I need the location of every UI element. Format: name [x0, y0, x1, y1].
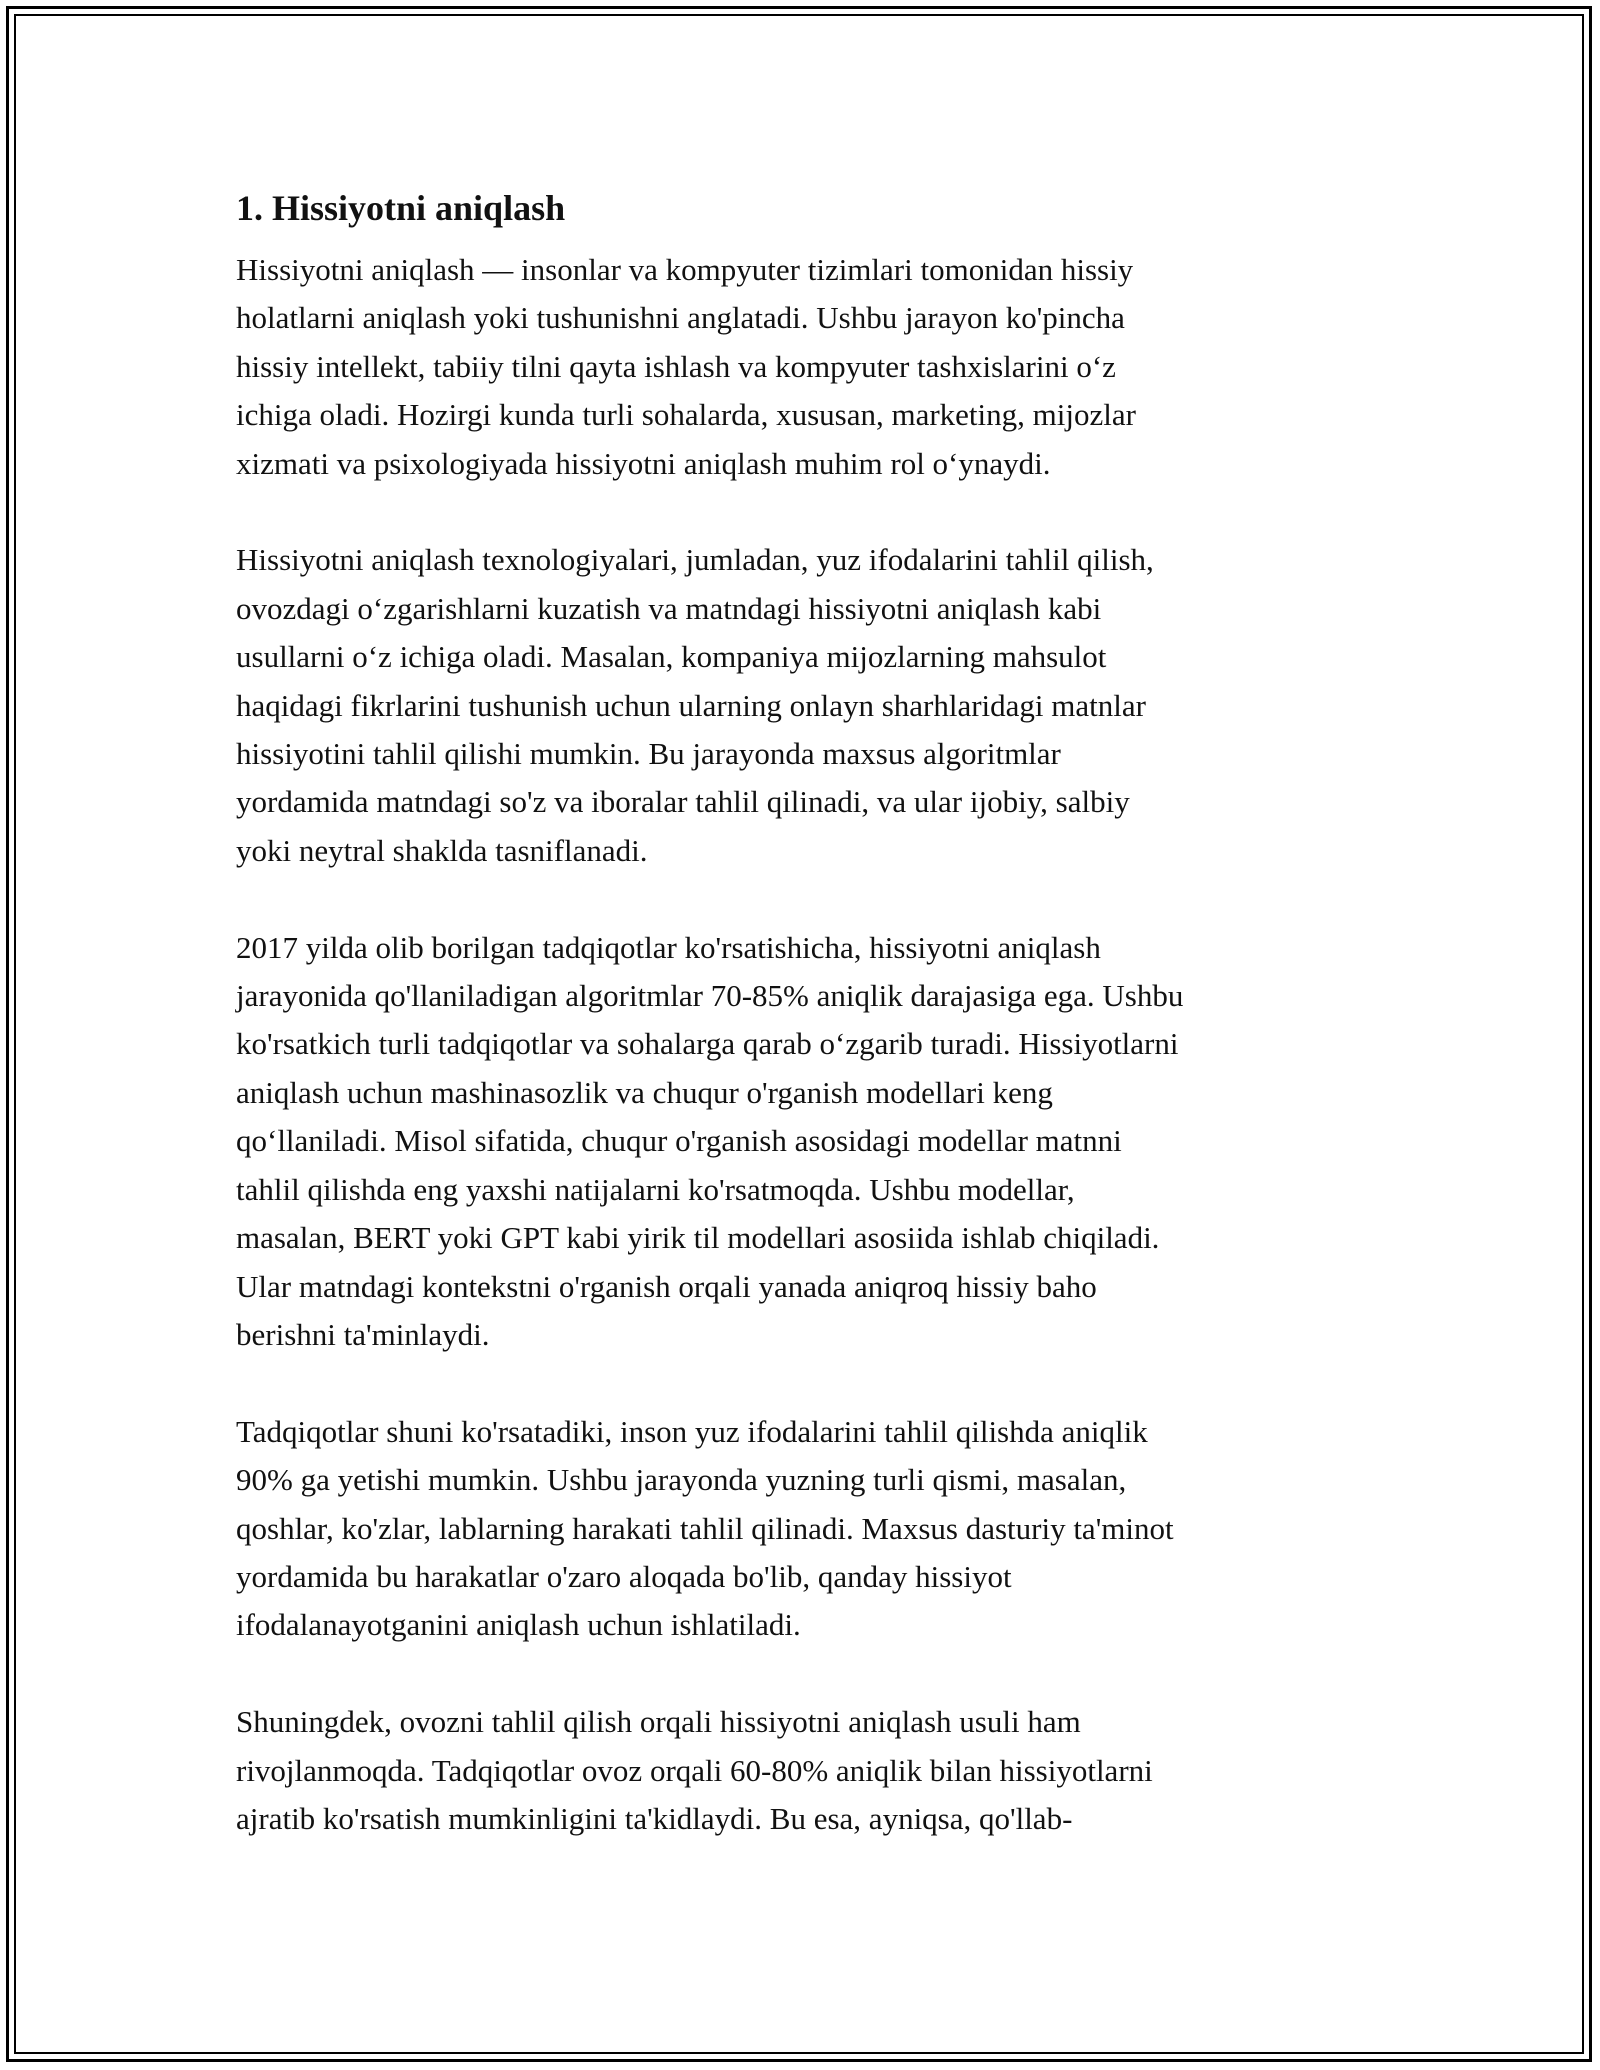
- paragraph-line: ichiga oladi. Hozirgi kunda turli sohalarda, xususan, marketing, mijozlar: [236, 397, 1136, 433]
- paragraph-line: hissiyotini tahlil qilishi mumkin. Bu jarayonda maxsus algoritmlar: [236, 736, 1061, 772]
- paragraph-line: qoʻllaniladi. Misol sifatida, chuqur o'rganish asosidagi modellar matnni: [236, 1123, 1122, 1159]
- paragraph-line: ajratib ko'rsatish mumkinligini ta'kidlaydi. Bu esa, ayniqsa, qo'llab-: [236, 1800, 1073, 1836]
- paragraph-line: 2017 yilda olib borilgan tadqiqotlar ko'rsatishicha, hissiyotni aniqlash: [236, 929, 1101, 965]
- paragraph-line: qoshlar, ko'zlar, lablarning harakati tahlil qilinadi. Maxsus dasturiy ta'minot: [236, 1510, 1174, 1546]
- paragraph-line: usullarni oʻz ichiga oladi. Masalan, kompaniya mijozlarning mahsulot: [236, 639, 1107, 675]
- document-body: [236, 184, 1366, 1892]
- paragraph-line: ifodalanayotganini aniqlash uchun ishlatiladi.: [236, 1607, 801, 1643]
- paragraph-line: 90% ga yetishi mumkin. Ushbu jarayonda yuzning turli qismi, masalan,: [236, 1462, 1127, 1498]
- paragraph-5: [236, 1698, 1366, 1843]
- paragraph-line: hissiy intellekt, tabiiy tilni qayta ishlash va kompyuter tashxislarini oʻz: [236, 348, 1116, 384]
- paragraph-line: Shuningdek, ovozni tahlil qilish orqali hissiyotni aniqlash usuli ham: [236, 1704, 1081, 1740]
- paragraph-4: [236, 1408, 1366, 1650]
- paragraph-line: berishni ta'minlaydi.: [236, 1316, 490, 1352]
- paragraph-line: Hissiyotni aniqlash texnologiyalari, jumladan, yuz ifodalarini tahlil qilish,: [236, 542, 1154, 578]
- paragraph-line: yordamida matndagi so'z va iboralar tahlil qilinadi, va ular ijobiy, salbiy: [236, 784, 1130, 820]
- paragraph-line: xizmati va psixologiyada hissiyotni aniqlash muhim rol oʻynaydi.: [236, 445, 1051, 481]
- paragraph-line: yordamida bu harakatlar o'zaro aloqada bo'lib, qanday hissiyot: [236, 1558, 1012, 1594]
- paragraph-3: [236, 924, 1366, 1360]
- paragraph-line: Hissiyotni aniqlash — insonlar va kompyuter tizimlari tomonidan hissiy: [236, 252, 1134, 287]
- paragraph-line: ovozdagi oʻzgarishlarni kuzatish va matndagi hissiyotni aniqlash kabi: [236, 590, 1102, 626]
- paragraph-line: aniqlash uchun mashinasozlik va chuqur o'rganish modellari keng: [236, 1074, 1053, 1110]
- paragraph-line: Tadqiqotlar shuni ko'rsatadiki, inson yuz ifodalarini tahlil qilishda aniqlik: [236, 1413, 1148, 1449]
- paragraph-1: [236, 246, 1366, 488]
- paragraph-line: yoki neytral shaklda tasniflanadi.: [236, 832, 648, 868]
- paragraph-line: holatlarni aniqlash yoki tushunishni anglatadi. Ushbu jarayon ko'pincha: [236, 300, 1125, 336]
- paragraph-line: ko'rsatkich turli tadqiqotlar va sohalarga qarab oʻzgarib turadi. Hissiyotlarni: [236, 1026, 1179, 1062]
- paragraph-line: rivojlanmoqda. Tadqiqotlar ovoz orqali 60-80% aniqlik bilan hissiyotlarni: [236, 1752, 1153, 1788]
- paragraph-line: masalan, BERT yoki GPT kabi yirik til modellari asosiida ishlab chiqiladi.: [236, 1220, 1160, 1256]
- paragraph-line: haqidagi fikrlarini tushunish uchun ularning onlayn sharhlaridagi matnlar: [236, 687, 1146, 723]
- section-heading: 1. Hissiyotni aniqlash: [236, 188, 566, 228]
- paragraph-line: Ular matndagi kontekstni o'rganish orqali yanada aniqroq hissiy baho: [236, 1268, 1097, 1304]
- paragraph-line: jarayonida qo'llaniladigan algoritmlar 70-85% aniqlik darajasiga ega. Ushbu: [236, 978, 1184, 1014]
- paragraph-line: tahlil qilishda eng yaxshi natijalarni ko'rsatmoqda. Ushbu modellar,: [236, 1171, 1075, 1207]
- paragraph-2: [236, 536, 1366, 875]
